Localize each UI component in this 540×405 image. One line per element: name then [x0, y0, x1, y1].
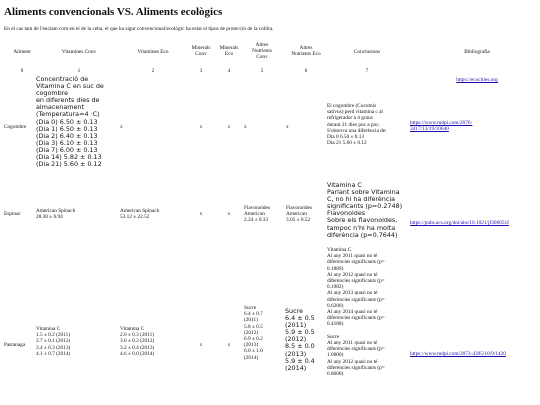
bibliografia-link[interactable]: https://www.mdpi.com/2076-	[410, 120, 473, 126]
cell-line: Flavonoides	[286, 205, 312, 211]
header-altres-eco-line: Altres	[299, 45, 313, 51]
index-link[interactable]: https://ecocities.org	[456, 77, 498, 83]
cell-line: 6.4 ± 0.5	[285, 314, 315, 323]
cell-line: American	[244, 211, 265, 218]
cell-line: 5.8 ± 0.5	[244, 323, 263, 330]
cell-line: C, no hi ha diferència	[327, 195, 396, 204]
row-espinac-vitamines-conv	[36, 208, 116, 220]
cell-line: 2.0 ± 0.3 (2011)	[120, 332, 155, 339]
row-pastanaga-minerals-conv: x	[199, 342, 203, 348]
cell-line: Parlant sobre Vitamina	[327, 188, 400, 197]
cell-line: Flavonoides	[244, 205, 270, 211]
cell-line: 0.8600)	[327, 371, 344, 378]
cell-line: diferències significants (p=	[327, 364, 385, 371]
cell-line: 1.0000)	[327, 352, 344, 359]
cell-line: durant 21 dies poc a poc.	[327, 121, 380, 128]
cell-line: Sobre els flavonoides,	[327, 216, 398, 225]
cell-line: 0.6206)	[327, 302, 344, 309]
cell-line: 3.4 ± 0.3 (2013)	[36, 344, 71, 351]
cell-line: cogombre	[36, 89, 69, 98]
cell-line: 6.4 ± 0.7	[244, 311, 263, 318]
cell-line: en diferents dies de	[36, 96, 100, 105]
cell-line: diferències significants (p=	[327, 259, 385, 266]
cell-line: (Dia 14) 5.82 ± 0.13	[36, 153, 102, 162]
cell-line: diferències significants (p=	[327, 278, 385, 285]
index-cell: 7	[365, 68, 369, 74]
cell-line: Vitamina C	[327, 247, 352, 253]
cell-line: American Spinach	[36, 208, 76, 214]
header-minerals-conv	[186, 45, 216, 57]
cell-line: refrigerador a 4 graus	[327, 115, 373, 122]
cell-line: diferències significants (p=	[327, 296, 385, 303]
row-pastanaga-vitamines-eco	[120, 326, 190, 357]
row-pastanaga-bibliografia	[410, 342, 540, 360]
cell-line: (2012)	[244, 329, 259, 336]
header-altres-conv-line: Nutrients	[252, 48, 272, 55]
cell-line: 4.1 ± 0.7 (2014)	[36, 350, 71, 357]
row-cogombre-conclusions	[327, 103, 413, 146]
cell-line: Dia 21 5.60 ± 0.12	[327, 140, 367, 147]
index-cell: 0	[20, 68, 24, 74]
cell-line: 0.1982)	[327, 284, 344, 291]
header-altres-conv	[242, 42, 282, 61]
cell-line: (2011)	[285, 321, 307, 330]
cell-line: diferència (p=0.7644)	[327, 230, 398, 239]
row-cogombre-bibliografia	[410, 120, 538, 132]
row-espinac-name: Espinac	[4, 211, 21, 217]
cell-line: sativus) perd vitamina c al	[327, 109, 383, 116]
row-pastanaga-minerals-eco: x	[227, 342, 231, 348]
cell-line: (2013)	[285, 349, 307, 358]
header-minerals-conv-line: Minerals	[191, 45, 211, 51]
cell-line: (Dia 7) 6.00 ± 0.13	[36, 145, 98, 154]
row-cogombre-vitamines-eco: x	[120, 124, 123, 130]
cell-line: 8.5 ± 0.0	[285, 342, 315, 351]
cell-line: 0.4188)	[327, 321, 344, 328]
cell-line: diferències significants (p=	[327, 346, 385, 353]
cell-line: (Temperatura=4 ·C)	[36, 110, 100, 119]
header-minerals-eco-line: Eco	[224, 51, 234, 58]
row-espinac-minerals-eco: x	[227, 211, 231, 217]
cell-line: 2.24 ± 0.33	[244, 217, 269, 224]
cell-line: (Dia 1) 6.50 ± 0.13	[36, 124, 98, 133]
cell-line: 6.9 ± 0.2	[244, 336, 263, 343]
header-minerals-eco-line: Minerals	[219, 45, 239, 51]
cell-line: diferències significants (p=	[327, 315, 385, 322]
cell-line: 1.5 ± 0.2 (2011)	[36, 332, 71, 339]
cell-line: (Dia 3) 6.10 ± 0.13	[36, 138, 98, 147]
header-altres-conv-line: Altres	[255, 42, 269, 48]
header-minerals-conv-line: Conv	[195, 51, 207, 58]
page-title: Aliments convencionals VS. Aliments ecològics	[4, 6, 223, 18]
index-cell: 5	[260, 68, 264, 74]
cell-line: (2012)	[285, 335, 307, 344]
row-cogombre-minerals-conv: x	[199, 124, 203, 130]
cell-line: Vitamina C	[36, 326, 61, 332]
row-espinac-minerals-conv: x	[199, 211, 203, 217]
header-altres-eco	[280, 45, 332, 57]
cell-line: Al any 2011 quasi no té	[327, 340, 378, 347]
cell-line: Vitamina C en suc de	[36, 82, 104, 91]
header-vitamines-eco: Vitamines Eco	[137, 49, 169, 55]
cell-line: Vitamina C	[120, 326, 145, 332]
cell-line: Al any 2012 quasi no té	[327, 271, 378, 278]
row-cogombre-altres-eco: x	[286, 124, 289, 130]
header-aliment: Aliment	[13, 49, 31, 55]
cell-line: 3.05 ± 0.52	[286, 217, 311, 224]
bibliografia-link[interactable]: https://www.mdpi.com/2073-4395/10/9/1420	[410, 351, 506, 357]
cell-line: 2.7 ± 0.1 (2012)	[36, 338, 71, 345]
header-vitamines-conv: Vitamines Conv	[61, 49, 97, 55]
cell-line: 3.2 ± 0.4 (2013)	[120, 344, 155, 351]
cell-line: tampoc n'hi ha molta	[327, 223, 396, 232]
cell-line: (2014)	[244, 354, 259, 361]
row-espinac-altres-eco	[286, 205, 328, 224]
row-espinac-conclusions	[327, 182, 415, 239]
cell-line: almacenament	[36, 103, 84, 112]
cell-line: Sucre	[285, 307, 304, 315]
cell-line: (Dia 0) 6.50 ± 0.13	[36, 117, 98, 126]
cell-line: Dia 0 6.50 ± 0.13	[327, 134, 365, 141]
header-conclusions: Conclusions	[353, 49, 381, 55]
header-altres-eco-line: Nutrients Eco	[291, 51, 321, 58]
index-cell: 2	[151, 68, 155, 74]
row-espinac-vitamines-eco	[120, 208, 190, 220]
index-cell: 1	[77, 68, 81, 74]
cell-line: Al any 2014 quasi no té	[327, 309, 378, 316]
cell-line: 6.0 ± 1.0	[244, 348, 263, 355]
cell-line: American	[286, 211, 307, 218]
intro-text: En el cas tant de l'enciam com en el de la ceba, el que ha sigut convencional/ecològic ha estat el tipus de protecció de la collita.	[4, 26, 274, 32]
row-cogombre-minerals-eco: x	[227, 124, 231, 130]
cell-line: 53.12 ± 22.52	[120, 214, 150, 221]
index-cell: 4	[227, 68, 231, 74]
cell-line: Vitamina C	[327, 181, 362, 189]
row-espinac-altres-conv	[244, 205, 284, 224]
row-pastanaga-altres-eco	[285, 308, 329, 372]
cell-line: S'observa una diferència de:	[327, 127, 387, 134]
cell-line: (2011)	[244, 317, 258, 324]
cell-line: significants (p=0.2748)	[327, 202, 403, 211]
header-bibliografia: Bibliografia	[464, 49, 490, 55]
index-link-cell	[418, 68, 536, 86]
cell-line: Al any 2011 quasi no té	[327, 253, 378, 260]
row-pastanaga-vitamines-conv	[36, 326, 116, 357]
cell-line: 5.9 ± 0.4	[285, 356, 315, 365]
cell-line: Al any 2012 quasi no té	[327, 358, 378, 365]
cell-line: 28.30 ± 6.94	[36, 214, 63, 221]
cell-line: (Dia 21) 5.60 ± 0.12	[36, 160, 102, 169]
cell-line: Concentració de	[36, 75, 89, 83]
row-espinac-bibliografia	[410, 211, 540, 229]
cell-line: 4.6 ± 0.0 (2014)	[120, 350, 155, 357]
cell-line: Flavonoides	[327, 209, 366, 218]
cell-line: American Spinach	[120, 208, 160, 214]
cell-line: Sucre	[327, 333, 340, 340]
bibliografia-link[interactable]: 3417/13/19/10640	[410, 126, 449, 133]
cell-line: 5.9 ± 0.5	[285, 328, 315, 337]
cell-line: Sucre	[244, 305, 257, 311]
cell-line: (Dia 2) 6.40 ± 0.13	[36, 131, 98, 140]
cell-line: 3.0 ± 0.2 (2012)	[120, 338, 155, 345]
row-pastanaga-altres-conv	[244, 305, 284, 361]
cell-line: 0.1889)	[327, 265, 344, 272]
row-cogombre-vitamines-conv	[36, 76, 116, 168]
cell-line: (2013)	[244, 342, 259, 349]
bibliografia-link[interactable]: https://pubs.acs.org/doi/abs/10.1021/jf300051f	[410, 220, 509, 226]
row-cogombre-altres-conv: x	[244, 124, 247, 130]
header-altres-conv-line: Conv	[256, 54, 268, 61]
row-pastanaga-name: Pastanaga	[4, 342, 26, 348]
cell-line: El cogombre (Cucumis	[327, 103, 377, 109]
header-minerals-eco	[214, 45, 244, 57]
row-cogombre-name: Cogombre	[4, 124, 27, 130]
cell-line: (2014)	[285, 363, 307, 372]
index-cell: 6	[304, 68, 308, 74]
cell-line: Al any 2013 quasi no té	[327, 290, 378, 297]
index-cell: 3	[199, 68, 203, 74]
row-pastanaga-conclusions	[327, 247, 415, 377]
